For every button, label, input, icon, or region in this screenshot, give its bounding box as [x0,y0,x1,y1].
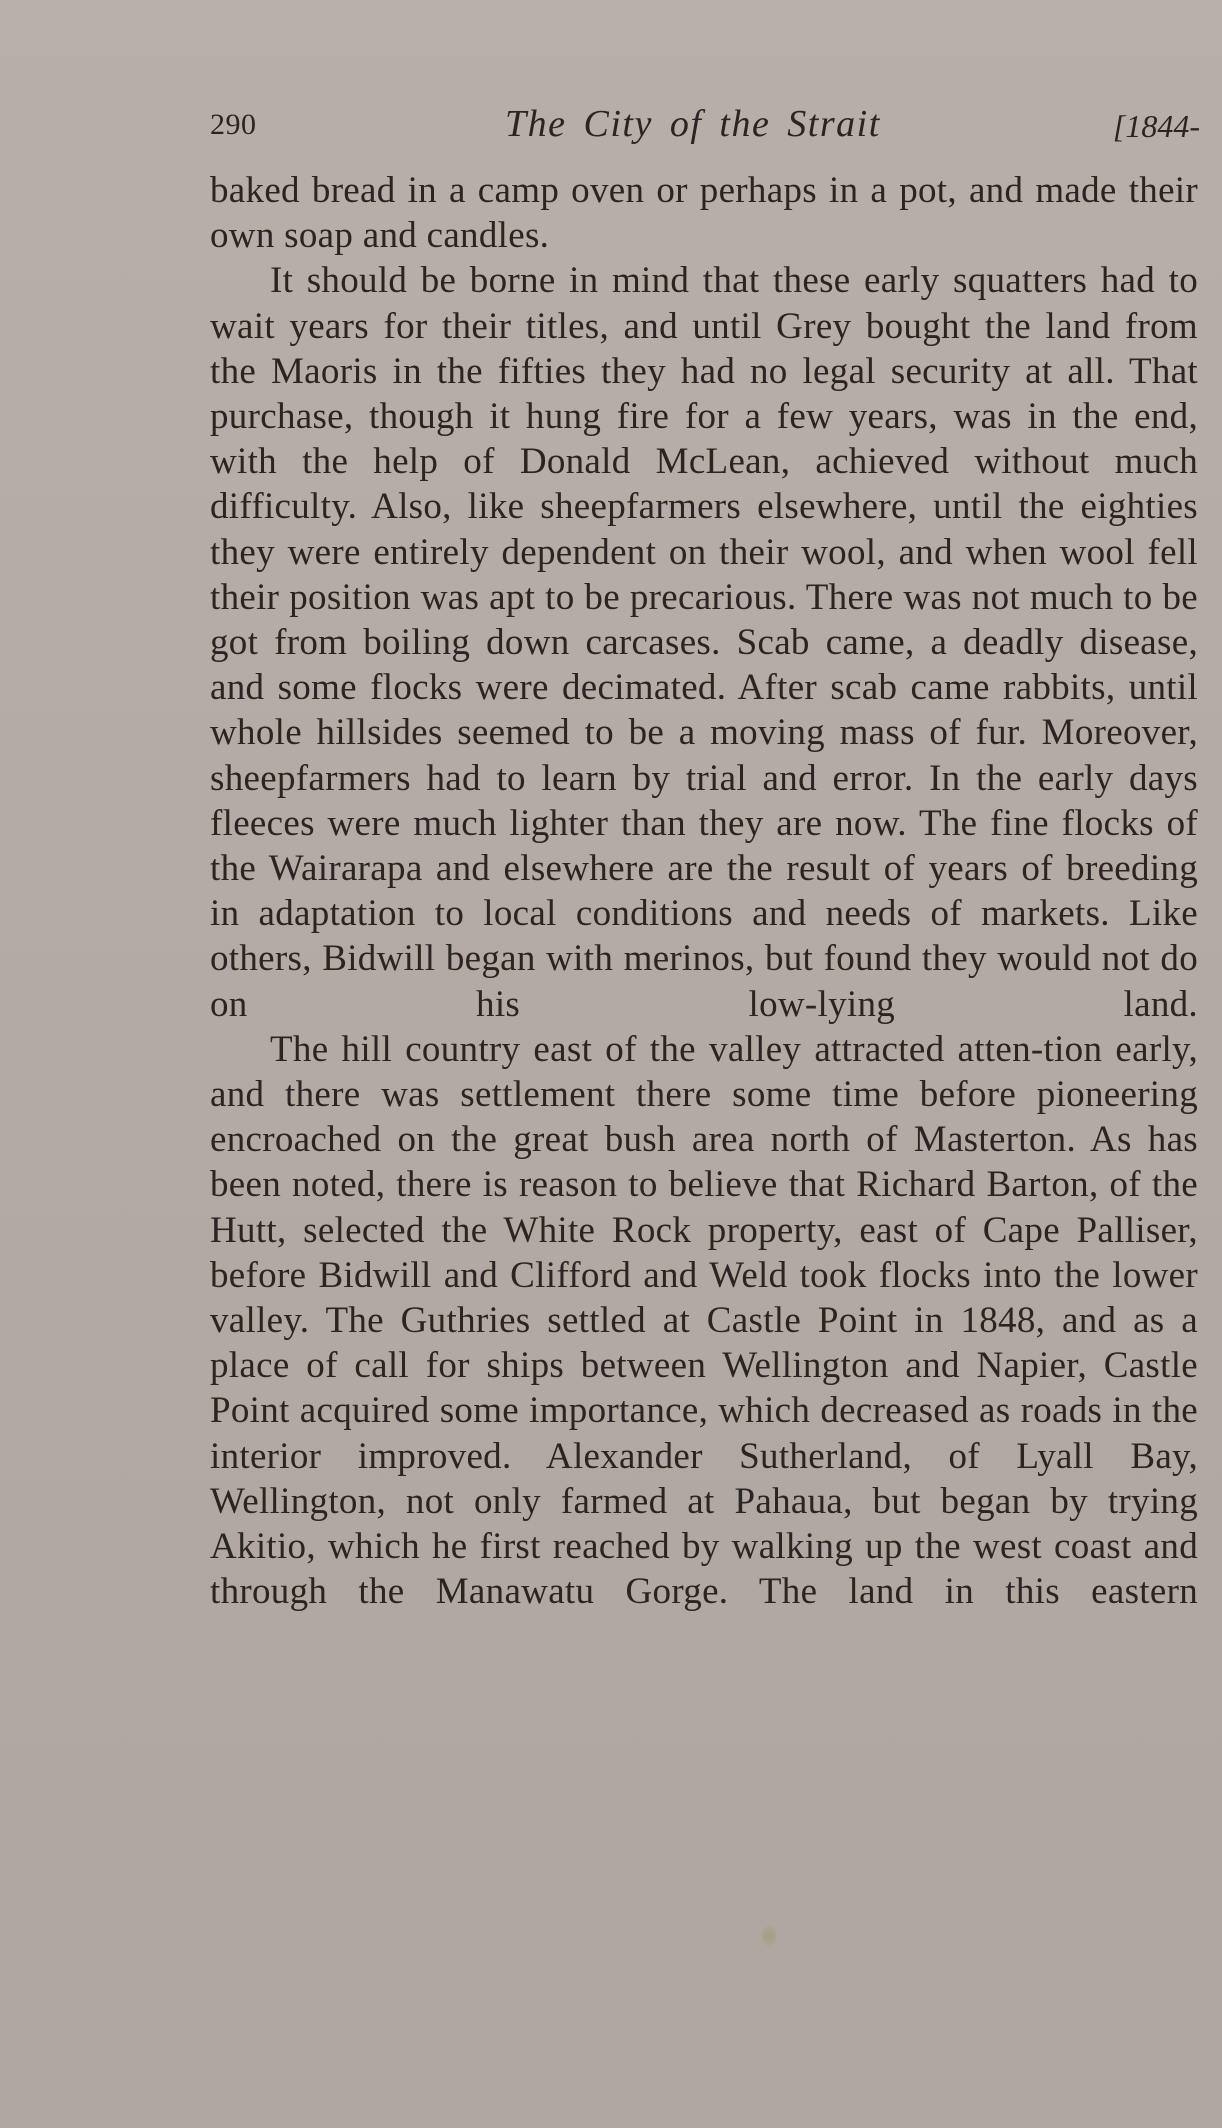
paragraph-2: It should be borne in mind that these early squatters had to wait years for their titles, and until Grey bought the land from the Maoris in the fifties they had no legal security at all. That purchase, though it hung fire for a few years, was in the end, with the help of Donald McLean, achieved without much difficulty. Also, like sheepfarmers elsewhere, until the eighties they were entirely dependent on their wool, and when wool fell their position was apt to be precarious. There was not much to be got from boiling down carcases. Scab came, a deadly disease, and some flocks were decimated. After scab came rabbits, until whole hillsides seemed to be a moving mass of fur. Moreover, sheepfarmers had to learn by trial and error. In the early days fleeces were much lighter than they are now. The fine flocks of the Wairarapa and elsewhere are the result of years of breeding in adaptation to local conditions and needs of markets. Like others, Bidwill began with merinos, but found they would not do on his low-lying land. [210,260,1198,1025]
body-text [210,168,1198,1615]
running-title: The City of the Strait [505,103,881,145]
paper-blemish [762,1926,776,1946]
paragraph-3: The hill country east of the valley attracted atten-tion early, and there was settlement there some time before pioneering encroached on the great bush area north of Masterton. As has been noted, there is reason to believe that Richard Barton, of the Hutt, selected the White Rock property, east of Cape Palliser, before Bidwill and Clifford and Weld took flocks into the lower valley. The Guthries settled at Castle Point in 1848, and as a place of call for ships between Wellington and Napier, Castle Point acquired some importance, which decreased as roads in the interior improved. Alexander Sutherland, of Lyall Bay, Wellington, not only farmed at Pahaua, but began by trying Akitio, which he first reached by walking up the west coast and through the Manawatu Gorge. The land in this eastern [210,1028,1198,1613]
page-number: 290 [210,108,257,141]
paragraph-1: baked bread in a camp oven or perhaps in a pot, and made their own soap and candles. [210,170,1198,257]
running-date: [1844- [1112,108,1200,144]
running-head [210,102,1200,150]
